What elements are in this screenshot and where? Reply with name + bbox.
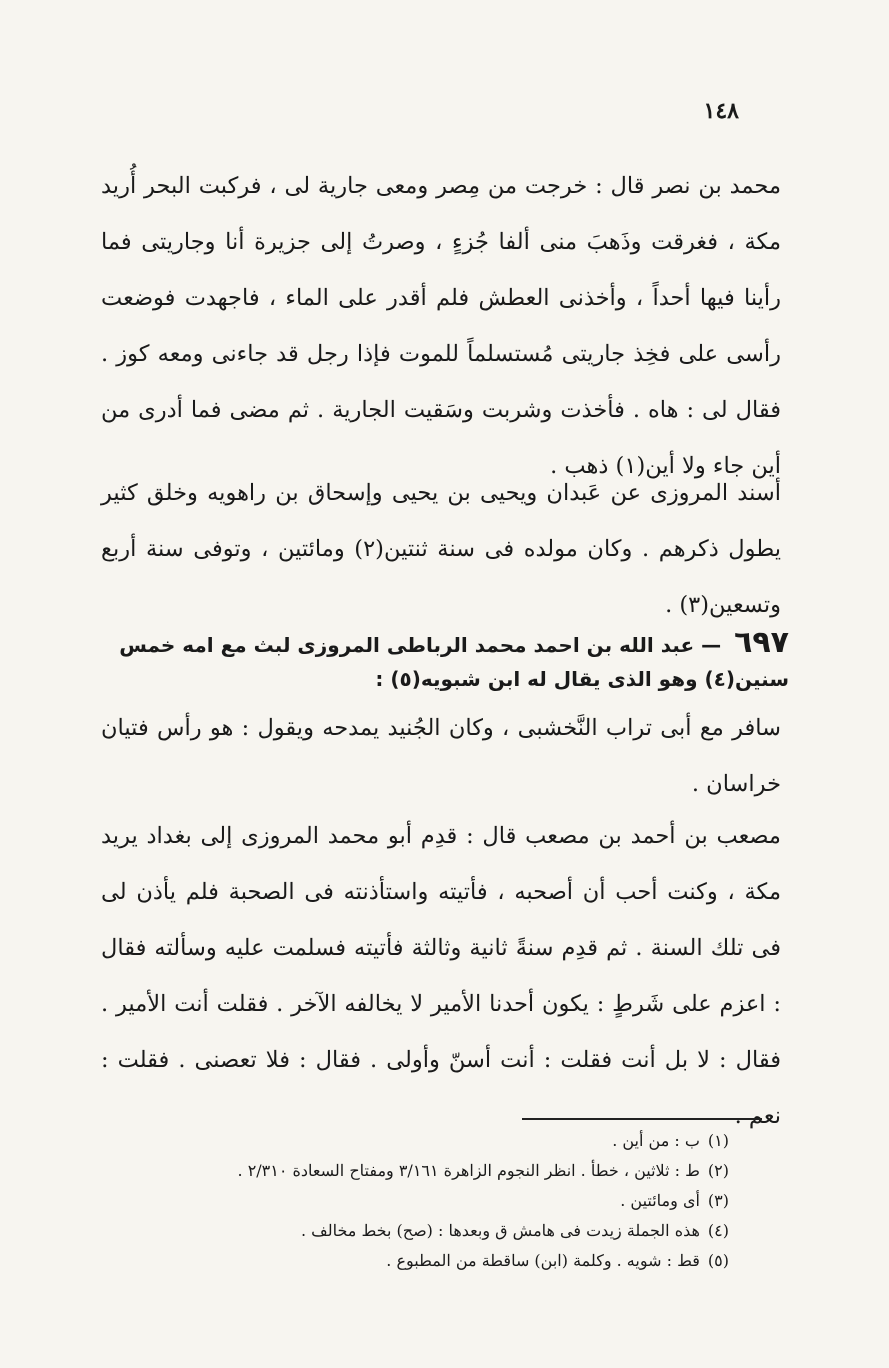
footnote-item: [109, 1186, 729, 1216]
footnote-item: [109, 1156, 729, 1186]
footnote-mark: (٣): [707, 1191, 729, 1210]
footnote-mark: (٥): [707, 1251, 729, 1270]
footnote-text: أى ومائتين .: [620, 1191, 700, 1210]
footnote-text: قط : شويه . وكلمة (ابن) ساقطة من المطبوع .: [386, 1251, 700, 1270]
footnote-text: هذه الجملة زيدت فى هامش ق وبعدها : (صح) بخط مخالف .: [300, 1221, 700, 1240]
footnote-mark: (١): [707, 1131, 729, 1150]
footnote-item: [109, 1216, 729, 1246]
footnote-text: ط : ثلاثين ، خطأ . انظر النجوم الزاهرة ٣/١٦١ ومفتاح السعادة ٢/٣١٠ .: [237, 1161, 700, 1180]
footnote-text: ب : من أين .: [612, 1131, 700, 1150]
entry-title: عبد الله بن احمد محمد الرباطى المروزى لبث مع امه خمس سنين(٤) وهو الذى يقال له ابن شبويه(٥) :: [119, 633, 789, 691]
footnote-separator: [522, 1118, 762, 1120]
footnotes: [109, 1126, 729, 1276]
paragraph-travel: سافر مع أبى تراب النَّخشبى ، وكان الجُنيد يمدحه ويقول : هو رأس فتيان خراسان .: [101, 715, 781, 797]
entry-heading: [99, 626, 789, 696]
paragraph-musab: مصعب بن أحمد بن مصعب قال : قدِم أبو محمد المروزى إلى بغداد يريد مكة ، وكنت أحب أن أصحبه ، فأتيته واستأذنته فى الصحبة فلم يأذن لى فى تلك السنة . ثم قدِم سنةً ثانية وثالثة فأتيته فسلمت عليه وسألته فقال : اعزم على شَرطٍ : يكون أحدنا الأمير لا يخالفه الآخر . فقلت أنت الأمير . فقال : لا بل أنت فقلت : أنت أسنّ وأولى . فقال : فلا تعصنى . فقلت : نعم .: [101, 823, 781, 1129]
page-number: ١٤٨: [703, 98, 739, 124]
entry-dash: —: [701, 633, 722, 657]
footnote-item: [109, 1126, 729, 1156]
paragraph-narrators: أسند المروزى عن عَبدان ويحيى بن يحيى وإسحاق بن راهويه وخلق كثير يطول ذكرهم . وكان مولده فى سنة ثنتين(٢) ومائتين ، وتوفى سنة أربع وتسعين(٣) .: [101, 480, 781, 618]
footnote-item: [109, 1246, 729, 1276]
footnote-mark: (٤): [707, 1221, 729, 1240]
footnote-mark: (٢): [707, 1161, 729, 1180]
entry-number: ٦٩٧: [734, 625, 789, 660]
paragraph-story-sea: محمد بن نصر قال : خرجت من مِصر ومعى جارية لى ، فركبت البحر أُريد مكة ، فغرقت وذَهبَ منى ألفا جُزءٍ ، وصرتُ إلى جزيرة أنا وجاريتى فما رأينا فيها أحداً ، وأخذنى العطش فلم أقدر على الماء ، فاجهدت فوضعت رأسى على فخِذ جاريتى مُستسلماً للموت فإذا رجل قد جاءنى ومعه كوز . فقال لى : هاه . فأخذت وشربت وسَقيت الجارية . ثم مضى فما أدرى من أين جاء ولا أين(١) ذهب .: [101, 173, 781, 479]
